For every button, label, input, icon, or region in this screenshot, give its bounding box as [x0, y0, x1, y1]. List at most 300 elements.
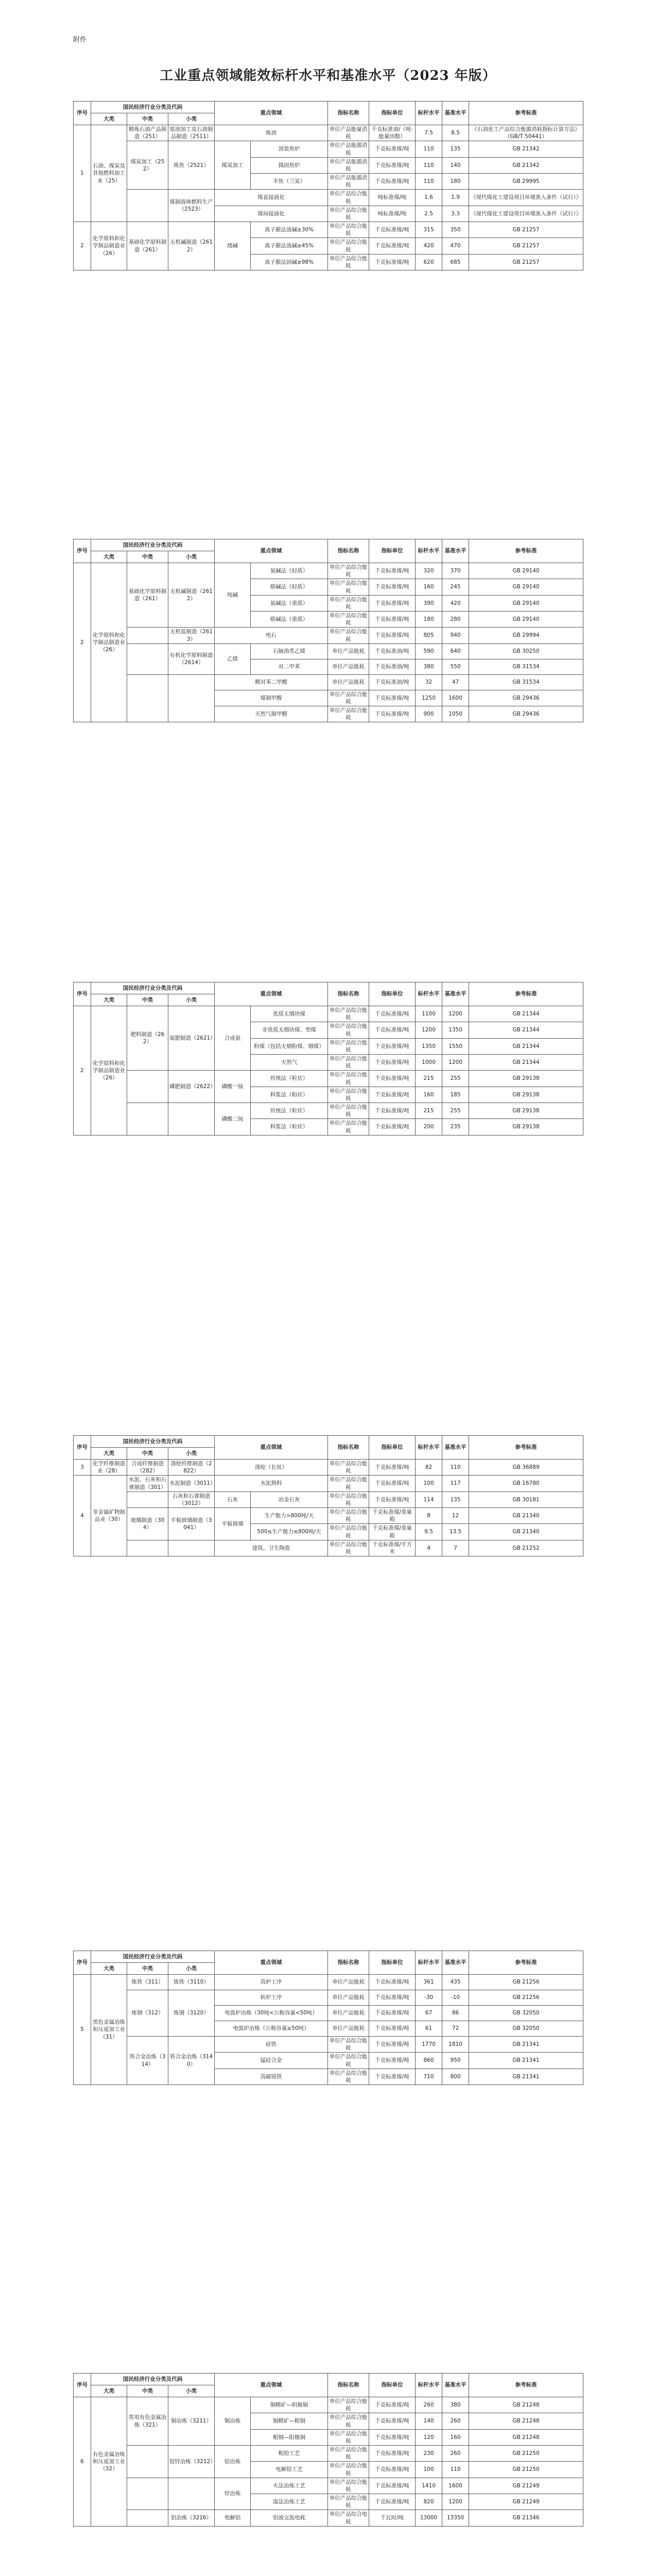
minor-category — [168, 674, 215, 722]
baseline-value: 110 — [442, 2462, 469, 2478]
header-no: 序号 — [74, 1951, 91, 1975]
header-minor: 小类 — [168, 2385, 215, 2397]
indicator-unit: 千克标准煤/吨 — [369, 595, 416, 611]
indicator-unit: 千克标准煤/吨 — [369, 1022, 416, 1038]
reference-standard: GB 21250 — [469, 2446, 583, 2462]
benchmark-value: 215 — [416, 1103, 442, 1119]
header-indicator: 指标名称 — [328, 2374, 369, 2397]
indicator-unit: 千克标准煤/吨 — [369, 1055, 416, 1071]
benchmark-value: 200 — [416, 1119, 442, 1135]
indicator-name: 单位产品能耗 — [328, 659, 369, 674]
header-major: 大类 — [91, 2385, 127, 2397]
medium-category — [127, 1071, 168, 1103]
reference-standard: GB 29994 — [469, 628, 583, 643]
key-field: 火法冶炼工艺 — [251, 2478, 328, 2494]
key-field: 氨碱法（重质） — [251, 595, 328, 611]
indicator-unit: 千克标准煤/吨 — [369, 2069, 416, 2084]
key-field: 铝液交流电耗 — [251, 2510, 328, 2526]
header-field: 重点领域 — [215, 1951, 328, 1975]
indicator-name: 单位产品综合能耗 — [328, 2446, 369, 2462]
medium-category: 肥料制造（262） — [127, 1006, 168, 1071]
medium-category: 精炼石油产品制造（251） — [127, 125, 168, 141]
indicator-unit: 吨标准煤/吨 — [369, 206, 416, 222]
indicator-unit: 千克标准煤/吨 — [369, 1990, 416, 2006]
field-group-label: 纯碱 — [215, 563, 251, 628]
table-row — [74, 2478, 583, 2494]
benchmark-value: 820 — [416, 2494, 442, 2510]
baseline-value: 640 — [442, 643, 469, 659]
indicator-name: 单位产品综合能耗 — [328, 1119, 369, 1135]
benchmark-value: 180 — [416, 612, 442, 628]
reference-standard: GB 21256 — [469, 1975, 583, 1990]
indicator-name: 单位产品综合能耗 — [328, 222, 369, 238]
indicator-name: 单位产品能量消耗 — [328, 125, 369, 141]
medium-category: 铁合金冶炼（314） — [127, 2037, 168, 2085]
header-benchmark: 标杆水平 — [416, 2374, 442, 2397]
baseline-value: 550 — [442, 659, 469, 674]
benchmark-value: 110 — [416, 174, 442, 190]
table-row — [74, 1460, 583, 1476]
benchmark-value: 620 — [416, 254, 442, 270]
key-field: 炼油 — [215, 125, 328, 141]
header-medium: 中类 — [127, 1448, 168, 1460]
table-page — [73, 1951, 583, 2085]
key-field: 离子膜法液碱≥30% — [251, 222, 328, 238]
header-unit: 指标单位 — [369, 1436, 416, 1460]
benchmark-value: 13000 — [416, 2510, 442, 2526]
key-field: 煤间接液化 — [215, 206, 328, 222]
indicator-name: 单位产品能耗 — [328, 643, 369, 659]
baseline-value: 1550 — [442, 1038, 469, 1054]
benchmark-value: 860 — [416, 2053, 442, 2069]
key-field: 粗铜—阳极铜 — [251, 2429, 328, 2445]
baseline-value: 1200 — [442, 2494, 469, 2510]
reference-standard: GB 21257 — [469, 254, 583, 270]
row-number: 3 — [74, 1460, 91, 1476]
reference-standard: GB 29140 — [469, 595, 583, 611]
header-classification: 国民经济行业分类及代码 — [91, 982, 215, 994]
benchmark-table — [73, 982, 583, 1136]
baseline-value: 470 — [442, 238, 469, 254]
header-medium: 中类 — [127, 1963, 168, 1975]
baseline-value: 260 — [442, 2446, 469, 2462]
header-reference: 参考标准 — [469, 982, 583, 1006]
indicator-name: 单位产品综合能耗 — [328, 706, 369, 722]
indicator-name: 单位产品综合能耗 — [328, 690, 369, 706]
key-field: 转炉工序 — [215, 1990, 328, 2006]
indicator-unit: 千克标准煤/吨 — [369, 579, 416, 595]
benchmark-value: 361 — [416, 1975, 442, 1990]
baseline-value: 1600 — [442, 690, 469, 706]
minor-category: 炼铁（3110） — [168, 1975, 215, 1990]
indicator-unit: 千克标准煤/吨 — [369, 222, 416, 238]
baseline-value: 117 — [442, 1476, 469, 1492]
reference-standard: GB 21344 — [469, 1022, 583, 1038]
key-field: 锰硅合金 — [215, 2053, 328, 2069]
reference-standard: GB 21341 — [469, 2069, 583, 2084]
key-field: 天然气制甲醇 — [215, 706, 328, 722]
header-unit: 指标单位 — [369, 101, 416, 125]
minor-category: 平板玻璃制造（3041） — [168, 1508, 215, 1540]
indicator-name: 单位产品综合能耗 — [328, 1087, 369, 1103]
reference-standard: 《现代煤化工建设项目环境准入条件（试行）》 — [469, 206, 583, 222]
header-minor: 小类 — [168, 994, 215, 1006]
benchmark-value: 805 — [416, 628, 442, 643]
indicator-name: 单位产品综合能耗 — [328, 1508, 369, 1524]
header-reference: 参考标准 — [469, 1951, 583, 1975]
benchmark-value: 100 — [416, 1476, 442, 1492]
table-row — [74, 1540, 583, 1556]
medium-category — [127, 2510, 168, 2526]
indicator-name: 单位产品综合能耗 — [328, 1006, 369, 1022]
header-medium: 中类 — [127, 113, 168, 125]
indicator-name: 单位产品综合能耗 — [328, 563, 369, 579]
header-unit: 指标单位 — [369, 2374, 416, 2397]
indicator-unit: 千克标准煤/吨 — [369, 141, 416, 157]
medium-category: 煤炭加工（252） — [127, 141, 168, 190]
reference-standard: GB 30181 — [469, 1492, 583, 1507]
indicator-unit: 千克标准煤/吨 — [369, 174, 416, 190]
header-unit: 指标单位 — [369, 539, 416, 563]
medium-category — [127, 1492, 168, 1507]
medium-category — [127, 1103, 168, 1136]
header-unit: 指标单位 — [369, 1951, 416, 1975]
key-field: 电弧炉冶炼（30吨<公称容量<50吨） — [215, 2006, 328, 2021]
field-group-label: 锌冶炼 — [215, 2478, 251, 2510]
header-minor: 小类 — [168, 551, 215, 563]
indicator-unit: 千克标准煤/吨 — [369, 1460, 416, 1476]
key-field: 铜精矿—阴极铜 — [251, 2397, 328, 2413]
minor-category: 无机盐制造（2613） — [168, 628, 215, 643]
baseline-value: 86 — [442, 2006, 469, 2021]
indicator-unit: 千克标准煤/吨 — [369, 157, 416, 173]
table-row — [74, 1476, 583, 1492]
medium-category: 基础化学原料制造（261） — [127, 563, 168, 628]
indicator-unit: 千克标准煤/吨 — [369, 254, 416, 270]
field-group-label: 铜冶炼 — [215, 2397, 251, 2446]
minor-category: 炼焦（2521） — [168, 141, 215, 190]
reference-standard: GB 21257 — [469, 222, 583, 238]
benchmark-value: 1770 — [416, 2037, 442, 2053]
table-page — [73, 539, 583, 722]
header-field: 重点领域 — [215, 2374, 328, 2397]
reference-standard: GB 21344 — [469, 1038, 583, 1054]
indicator-name: 单位产品综合能耗 — [328, 1022, 369, 1038]
row-number: 6 — [74, 2397, 91, 2527]
reference-standard: GB 29138 — [469, 1087, 583, 1103]
baseline-value: 940 — [442, 628, 469, 643]
indicator-name: 单位产品综合能耗 — [328, 2429, 369, 2445]
indicator-unit: 千克标准煤/吨 — [369, 2053, 416, 2069]
major-category: 化学纤维制造业（28） — [91, 1460, 127, 1476]
minor-category — [168, 1540, 215, 1556]
baseline-value: 7 — [442, 1540, 469, 1556]
key-field: 电弧炉冶炼（公称容量≥50吨） — [215, 2021, 328, 2037]
baseline-value: 245 — [442, 579, 469, 595]
header-major: 大类 — [91, 1448, 127, 1460]
key-field: 料浆法（粒状） — [251, 1119, 328, 1135]
baseline-value: 47 — [442, 674, 469, 690]
field-group-label: 磷酸一铵 — [215, 1071, 251, 1103]
row-number: 5 — [74, 1975, 91, 2085]
minor-category: 无机碱制造（2612） — [168, 222, 215, 270]
indicator-name: 单位产品综合能耗 — [328, 2494, 369, 2510]
field-group-label: 石灰 — [215, 1492, 251, 1507]
baseline-value: 435 — [442, 1975, 469, 1990]
header-no: 序号 — [74, 101, 91, 125]
reference-standard: GB 36889 — [469, 1460, 583, 1476]
benchmark-value: 100 — [416, 2462, 442, 2478]
major-category: 化学原料和化学制品制造业（26） — [91, 563, 127, 722]
baseline-value: 685 — [442, 254, 469, 270]
reference-standard: GB 32050 — [469, 2021, 583, 2037]
key-field: 建筑、卫生陶瓷 — [215, 1540, 328, 1556]
indicator-name: 单位产品综合能耗 — [328, 2053, 369, 2069]
table-row — [74, 1103, 583, 1119]
table-row — [74, 563, 583, 579]
indicator-unit: 千克标准煤/吨 — [369, 1038, 416, 1054]
indicator-unit: 千克标准煤/吨 — [369, 1071, 416, 1087]
header-no: 序号 — [74, 1436, 91, 1460]
header-baseline: 基准水平 — [442, 1951, 469, 1975]
reference-standard: GB 29436 — [469, 706, 583, 722]
indicator-name: 单位产品综合能耗 — [328, 628, 369, 643]
baseline-value: 1200 — [442, 1055, 469, 1071]
benchmark-table — [73, 539, 583, 722]
benchmark-value: 67 — [416, 2006, 442, 2021]
baseline-value: 1600 — [442, 2478, 469, 2494]
baseline-value: 1200 — [442, 1006, 469, 1022]
minor-category: 炼钢（3120） — [168, 1990, 215, 2037]
medium-category — [127, 2446, 168, 2478]
indicator-name: 单位产品综合能耗 — [328, 2462, 369, 2478]
indicator-unit: 千克标准煤/平方米 — [369, 1540, 416, 1556]
major-category: 黑色金属冶炼和压延加工业（31） — [91, 1975, 127, 2085]
table-page — [73, 1435, 583, 1556]
table-row — [74, 2446, 583, 2462]
header-reference: 参考标准 — [469, 101, 583, 125]
key-field: 电解铅工艺 — [251, 2462, 328, 2478]
benchmark-value: 110 — [416, 141, 442, 157]
medium-category — [127, 628, 168, 643]
table-row — [74, 1492, 583, 1507]
indicator-name: 单位产品综合能耗 — [328, 2069, 369, 2084]
benchmark-value: 160 — [416, 1087, 442, 1103]
header-classification: 国民经济行业分类及代码 — [91, 101, 215, 113]
baseline-value: 255 — [442, 1103, 469, 1119]
benchmark-value: 110 — [416, 157, 442, 173]
minor-category: 涤纶纤维制造（2822） — [168, 1460, 215, 1476]
key-field: 涤纶（长丝） — [215, 1460, 328, 1476]
header-baseline: 基准水平 — [442, 1436, 469, 1460]
reference-standard: GB 29140 — [469, 563, 583, 579]
baseline-value: 8.5 — [442, 125, 469, 141]
indicator-unit: 千克标准煤/重量箱 — [369, 1524, 416, 1540]
benchmark-value: 2.5 — [416, 206, 442, 222]
indicator-name: 单位产品综合能耗 — [328, 1540, 369, 1556]
indicator-name: 单位产品综合能耗 — [328, 579, 369, 595]
key-field: 传统法（粒状） — [251, 1071, 328, 1087]
reference-standard: GB 21250 — [469, 2462, 583, 2478]
medium-category — [127, 1540, 168, 1556]
baseline-value: 380 — [442, 2397, 469, 2413]
table-row — [74, 1006, 583, 1022]
header-baseline: 基准水平 — [442, 982, 469, 1006]
baseline-value: 3.3 — [442, 206, 469, 222]
key-field: 500≤生产能力≤800吨/天 — [251, 1524, 328, 1540]
header-major: 大类 — [91, 551, 127, 563]
key-field: 电石 — [215, 628, 328, 643]
table-row — [74, 2037, 583, 2053]
minor-category — [168, 1103, 215, 1136]
table-row — [74, 1975, 583, 1990]
key-field: 优质无烟块煤 — [251, 1006, 328, 1022]
benchmark-value: 1200 — [416, 1022, 442, 1038]
medium-category: 合成纤维制造（282） — [127, 1460, 168, 1476]
header-minor: 小类 — [168, 1448, 215, 1460]
indicator-name: 单位产品综合电耗 — [328, 2510, 369, 2526]
key-field: 天然气 — [251, 1055, 328, 1071]
indicator-name: 单位产品能耗 — [328, 2006, 369, 2021]
reference-standard: 《石油化工产品综合能源消耗指标计算方法》（GB/T 50441） — [469, 125, 583, 141]
medium-category: 水泥、石灰和石膏制造（301） — [127, 1476, 168, 1492]
minor-category: 铜冶炼（3211） — [168, 2397, 215, 2446]
minor-category: 有机化学原料制造（2614） — [168, 643, 215, 674]
indicator-unit: 千克标准煤/吨 — [369, 1476, 416, 1492]
indicator-unit: 千克标准煤/吨 — [369, 2446, 416, 2462]
key-field: 离子膜法固碱≥98% — [251, 254, 328, 270]
header-indicator: 指标名称 — [328, 1436, 369, 1460]
key-field: 传统法（粒状） — [251, 1103, 328, 1119]
table-row — [74, 674, 583, 690]
baseline-value: 420 — [442, 595, 469, 611]
baseline-value: 280 — [442, 612, 469, 628]
key-field: 湿法冶炼工艺 — [251, 2494, 328, 2510]
medium-category: 常用有色金属冶炼（321） — [127, 2397, 168, 2446]
major-category: 化学原料和化学制品制造业（26） — [91, 222, 127, 270]
table-row — [74, 2397, 583, 2413]
baseline-value: 235 — [442, 1119, 469, 1135]
header-reference: 参考标准 — [469, 1436, 583, 1460]
benchmark-value: 1350 — [416, 1038, 442, 1054]
key-field: 半焦（兰炭） — [251, 174, 328, 190]
key-field: 精对苯二甲酸 — [215, 674, 328, 690]
reference-standard: GB 21256 — [469, 1990, 583, 2006]
header-classification: 国民经济行业分类及代码 — [91, 539, 215, 551]
baseline-value: 72 — [442, 2021, 469, 2037]
benchmark-value: 8 — [416, 1508, 442, 1524]
reference-standard: GB 29138 — [469, 1071, 583, 1087]
baseline-value: 13350 — [442, 2510, 469, 2526]
indicator-unit: 千克标准煤/吨 — [369, 2413, 416, 2429]
reference-standard: GB 21340 — [469, 1524, 583, 1540]
header-medium: 中类 — [127, 994, 168, 1006]
reference-standard: GB 29436 — [469, 690, 583, 706]
benchmark-value: 380 — [416, 659, 442, 674]
major-category: 有色金属冶炼和压延加工业（32） — [91, 2397, 127, 2527]
header-baseline: 基准水平 — [442, 2374, 469, 2397]
header-no: 序号 — [74, 982, 91, 1006]
reference-standard: GB 21248 — [469, 2397, 583, 2413]
benchmark-value: 320 — [416, 563, 442, 579]
reference-standard: GB 16780 — [469, 1476, 583, 1492]
indicator-name: 单位产品综合能耗 — [328, 206, 369, 222]
field-group-label: 磷酸二铵 — [215, 1103, 251, 1136]
benchmark-table — [73, 101, 583, 270]
header-field: 重点领域 — [215, 539, 328, 563]
header-classification: 国民经济行业分类及代码 — [91, 1951, 215, 1963]
key-field: 高碳铬铁 — [215, 2069, 328, 2084]
baseline-value: 370 — [442, 563, 469, 579]
reference-standard: GB 29140 — [469, 612, 583, 628]
key-field: 粉煤（包括无烟粉煤、烟煤） — [251, 1038, 328, 1054]
reference-standard: GB 21252 — [469, 1540, 583, 1556]
field-group-label: 电解铝 — [215, 2510, 251, 2526]
attachment-label: 附件 — [73, 36, 87, 44]
header-minor: 小类 — [168, 113, 215, 125]
benchmark-value: 114 — [416, 1492, 442, 1507]
header-major: 大类 — [91, 1963, 127, 1975]
key-field: 高炉工序 — [215, 1975, 328, 1990]
key-field: 对二甲苯 — [251, 659, 328, 674]
reference-standard: GB 21342 — [469, 141, 583, 157]
benchmark-value: 900 — [416, 706, 442, 722]
reference-standard: GB 29138 — [469, 1119, 583, 1135]
indicator-name: 单位产品综合能耗 — [328, 2037, 369, 2053]
indicator-name: 单位产品综合能耗 — [328, 612, 369, 628]
key-field: 联碱法（重质） — [251, 612, 328, 628]
header-field: 重点领域 — [215, 982, 328, 1006]
key-field: 铜精矿—粗铜 — [251, 2413, 328, 2429]
header-indicator: 指标名称 — [328, 982, 369, 1006]
baseline-value: 1810 — [442, 2037, 469, 2053]
major-category: 非金属矿物制品业（30） — [91, 1476, 127, 1556]
indicator-unit: 千克标准煤/吨 — [369, 2494, 416, 2510]
indicator-name: 单位产品综合能耗 — [328, 190, 369, 206]
baseline-value: 160 — [442, 2429, 469, 2445]
indicator-name: 单位产品能源消耗 — [328, 141, 369, 157]
header-minor: 小类 — [168, 1963, 215, 1975]
benchmark-value: 1100 — [416, 1006, 442, 1022]
minor-category: 氮肥制造（2621） — [168, 1006, 215, 1071]
benchmark-table — [73, 1435, 583, 1556]
baseline-value: 180 — [442, 174, 469, 190]
indicator-unit: 千克标准煤/吨 — [369, 2462, 416, 2478]
indicator-unit: 吨标准煤/吨 — [369, 190, 416, 206]
key-field: 生产能力>800吨/天 — [251, 1508, 328, 1524]
reference-standard: GB 21344 — [469, 1055, 583, 1071]
minor-category — [168, 2478, 215, 2510]
header-benchmark: 标杆水平 — [416, 539, 442, 563]
row-number: 1 — [74, 125, 91, 222]
indicator-name: 单位产品能耗 — [328, 674, 369, 690]
indicator-unit: 千克标准油/吨 — [369, 643, 416, 659]
indicator-name: 单位产品综合能耗 — [328, 595, 369, 611]
indicator-unit: 千克标准煤/吨 — [369, 1975, 416, 1990]
baseline-value: 255 — [442, 1071, 469, 1087]
benchmark-value: 1.6 — [416, 190, 442, 206]
baseline-value: -10 — [442, 1990, 469, 2006]
table-row — [74, 141, 583, 157]
indicator-unit: 千克标准煤/吨 — [369, 628, 416, 643]
header-reference: 参考标准 — [469, 2374, 583, 2397]
major-category: 化学原料和化学制品制造业（26） — [91, 1006, 127, 1136]
reference-standard: GB 21342 — [469, 157, 583, 173]
indicator-name: 单位产品综合能耗 — [328, 254, 369, 270]
indicator-unit: 千克标准煤/吨 — [369, 2021, 416, 2037]
key-field: 硅铁 — [215, 2037, 328, 2053]
benchmark-value: 61 — [416, 2021, 442, 2037]
